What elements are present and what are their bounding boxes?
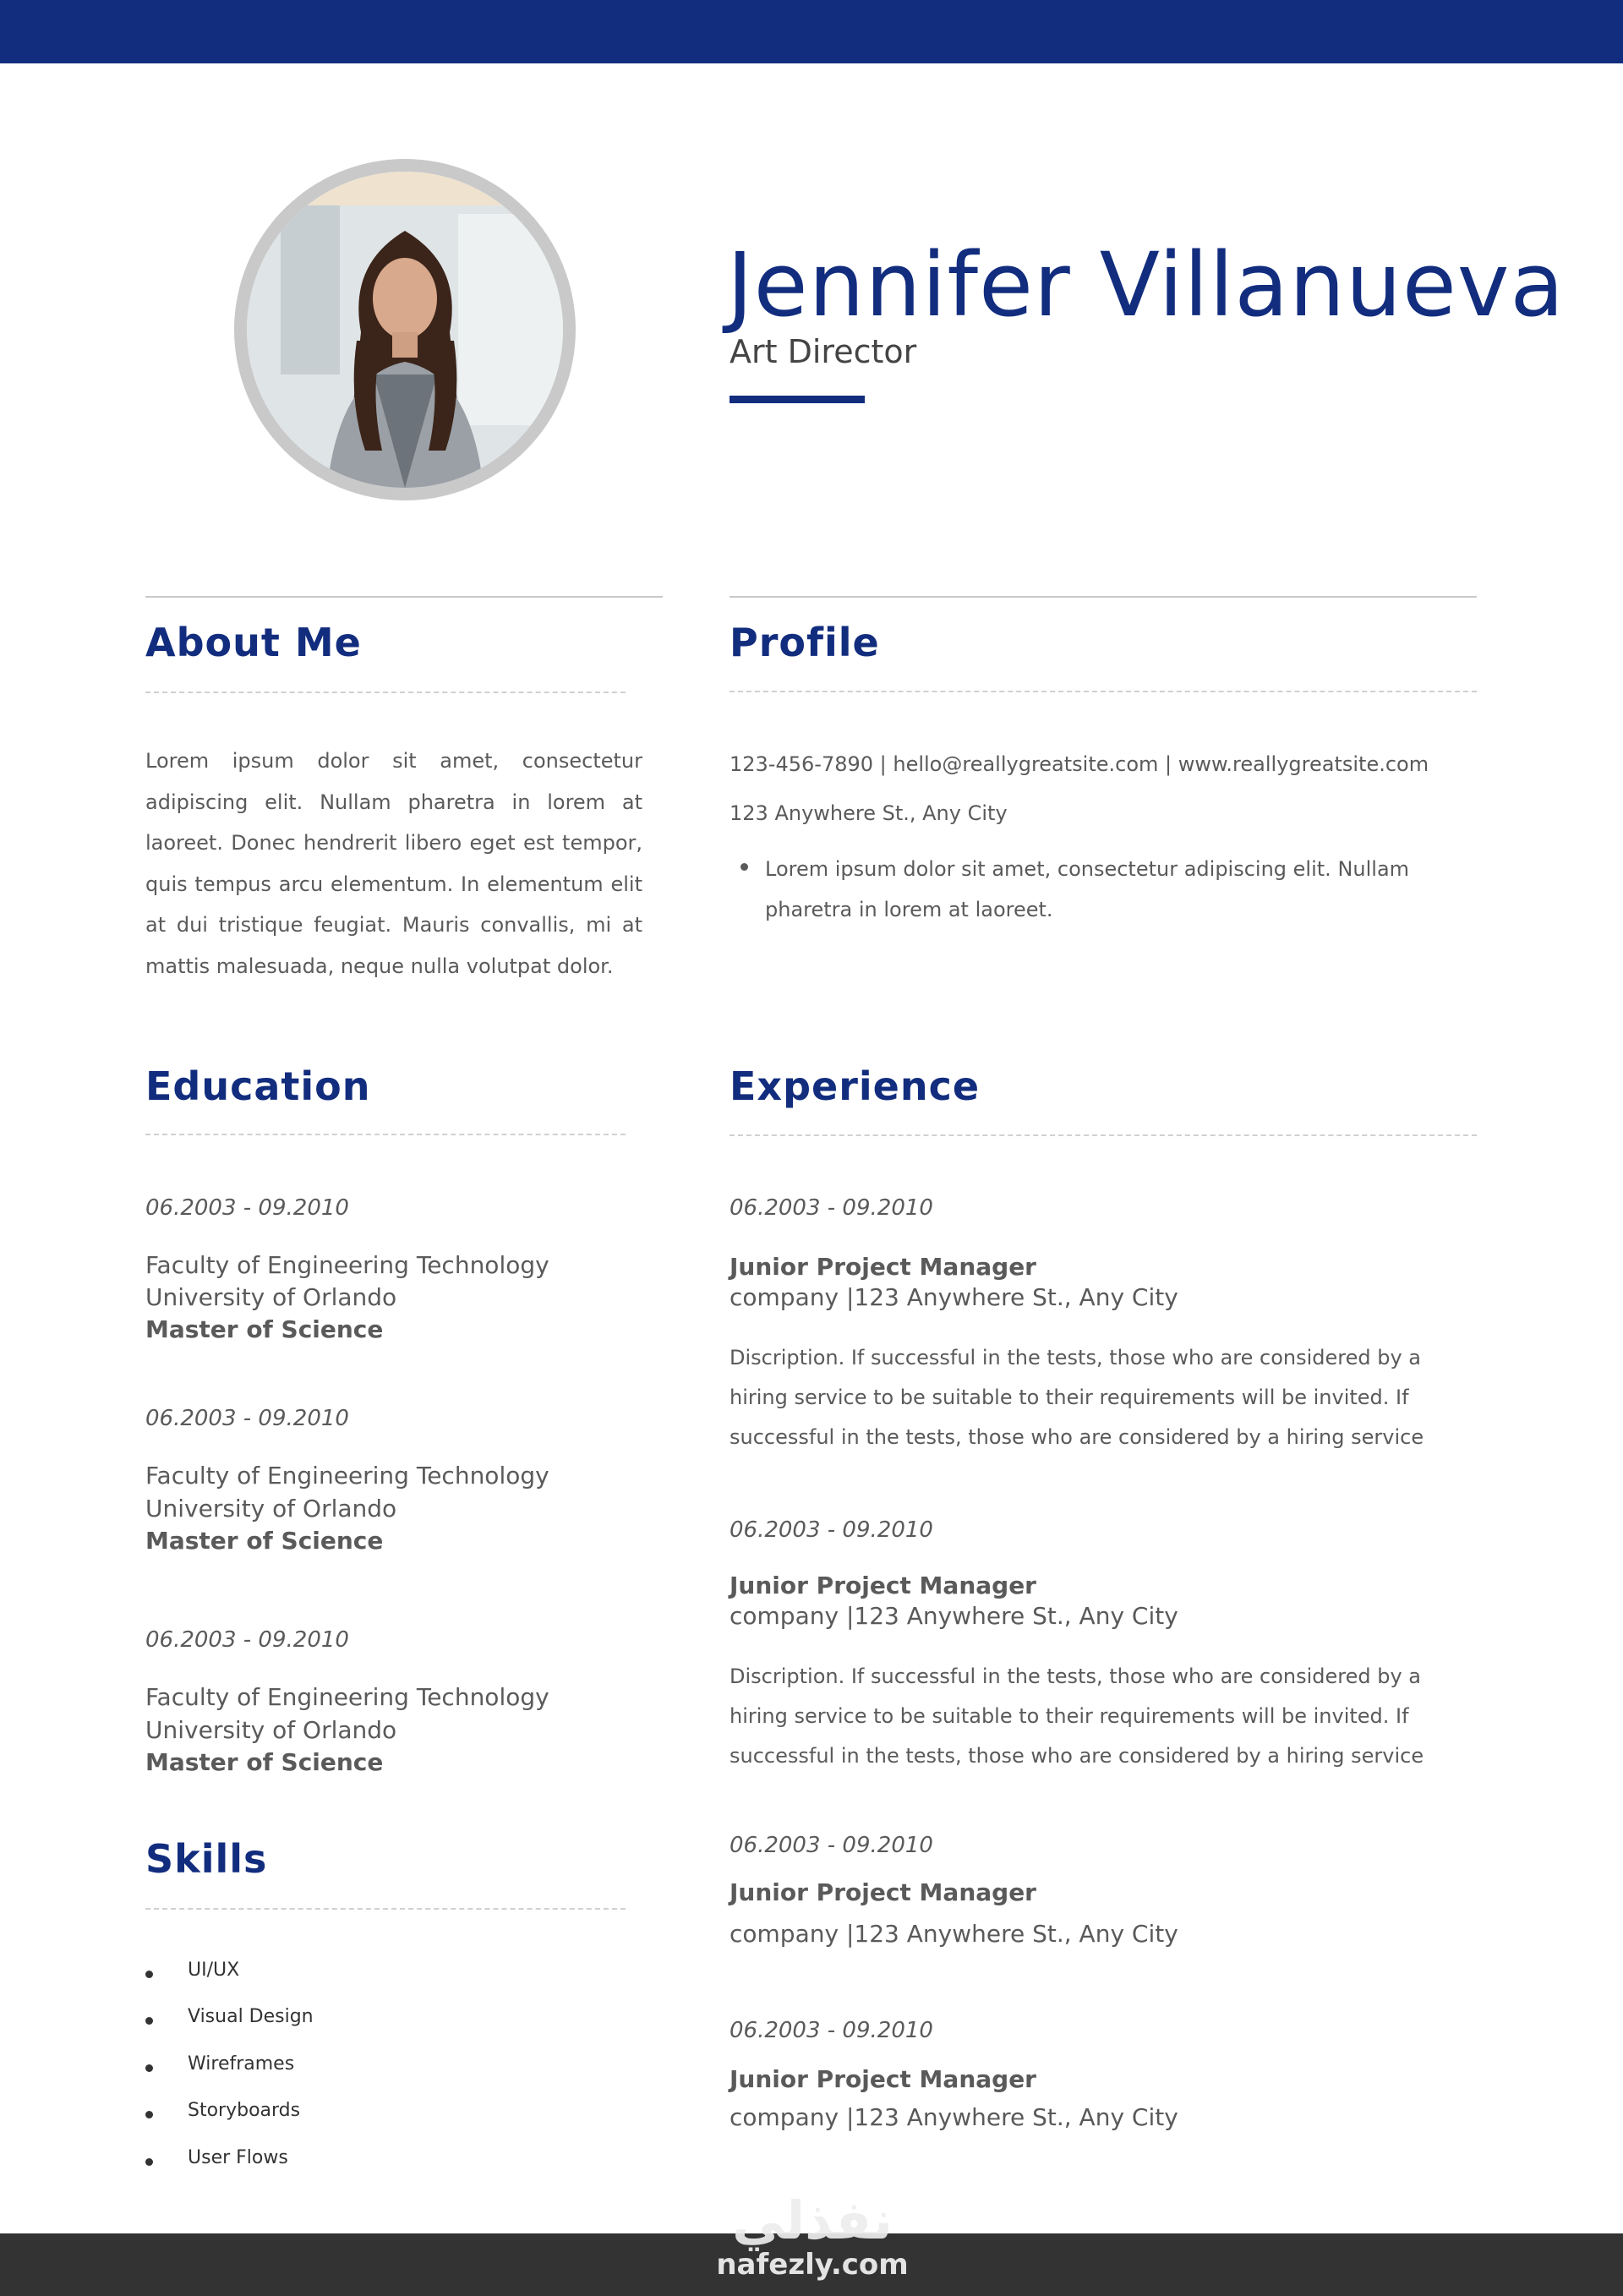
skill-bullet [145,2064,153,2072]
education-faculty: Faculty of Engineering Technology [145,1251,549,1279]
experience-company: company |123 Anywhere St., Any City [730,1920,1178,1948]
education-date: 06.2003 - 09.2010 [145,1406,349,1431]
education-university: University of Orlando [145,1495,397,1522]
skill-item: Storyboards [188,2100,301,2121]
experience-heading: Experience [730,1063,981,1109]
skill-item: Visual Design [188,2006,314,2027]
profile-bullet-dot [740,863,748,871]
education-university: University of Orlando [145,1283,397,1311]
candidate-role: Art Director [730,333,917,370]
skill-bullet [145,2111,153,2118]
experience-title: Junior Project Manager [730,1253,1036,1281]
experience-company: company |123 Anywhere St., Any City [730,1283,1178,1311]
candidate-name: Jennifer Villanueva [727,233,1566,336]
top-banner [0,0,1623,63]
divider-left [145,596,663,598]
profile-bullet-text: Lorem ipsum dolor sit amet, consectetur adipiscing elit. Nullam pharetra in lorem at laoreet. [765,857,1410,921]
experience-date: 06.2003 - 09.2010 [730,1517,933,1543]
profile-photo [247,172,563,488]
skill-item: UI/UX [188,1960,240,1981]
education-degree: Master of Science [145,1748,384,1776]
about-text: Lorem ipsum dolor sit amet, consectetur adipiscing elit. Nullam pharetra in lorem at laoreet. Donec hendrerit libero eget est tempor, quis tempus arcu elementum. In elementum elit at dui tristique feugiat. Mauris convallis, mi at mattis malesuada, neque nulla volutpat dolor. [145,749,642,978]
profile-photo-frame [234,159,576,500]
skills-heading-rule [145,1908,626,1910]
education-heading: Education [145,1063,371,1109]
watermark-arabic: نفذلي [732,2189,893,2251]
experience-description: Discription. If successful in the tests, those who are considered by a hiring service to be suitable to their requirements will be invited. If successful in the tests, those who are considered by a hiring service [730,1665,1424,1768]
experience-date: 06.2003 - 09.2010 [730,1833,933,1858]
skill-bullet [145,2017,153,2025]
experience-title: Junior Project Manager [730,1878,1036,1906]
profile-heading: Profile [730,620,880,665]
education-degree: Master of Science [145,1315,384,1343]
skill-item: Wireframes [188,2053,295,2075]
experience-title: Junior Project Manager [730,1572,1036,1599]
education-university: University of Orlando [145,1716,397,1744]
portrait-illustration [247,172,563,488]
skill-item: User Flows [188,2147,288,2168]
address-line: 123 Anywhere St., Any City [730,801,1008,825]
experience-company: company |123 Anywhere St., Any City [730,1602,1178,1630]
profile-heading-rule [730,691,1477,692]
about-heading-rule [145,692,626,693]
experience-company: company |123 Anywhere St., Any City [730,2103,1178,2131]
contact-line: 123-456-7890 | hello@reallygreatsite.com | www.reallygreatsite.com [730,752,1429,776]
watermark-logo [715,2189,910,2282]
education-date: 06.2003 - 09.2010 [145,1195,349,1221]
experience-date: 06.2003 - 09.2010 [730,1195,933,1221]
skill-bullet [145,1971,153,1978]
watermark-latin: nafezly.com [716,2248,909,2282]
experience-date: 06.2003 - 09.2010 [730,2018,933,2043]
education-date: 06.2003 - 09.2010 [145,1627,349,1653]
education-degree: Master of Science [145,1527,384,1555]
role-underline [730,396,865,403]
skills-heading: Skills [145,1836,268,1882]
skill-bullet [145,2158,153,2166]
experience-title: Junior Project Manager [730,2065,1036,2093]
divider-right [730,596,1477,598]
experience-description: Discription. If successful in the tests, those who are considered by a hiring service to be suitable to their requirements will be invited. If successful in the tests, those who are considered by a hiring service [730,1346,1424,1449]
education-faculty: Faculty of Engineering Technology [145,1683,549,1711]
education-faculty: Faculty of Engineering Technology [145,1462,549,1490]
experience-heading-rule [730,1134,1477,1136]
education-heading-rule [145,1134,626,1135]
about-heading: About Me [145,620,362,665]
